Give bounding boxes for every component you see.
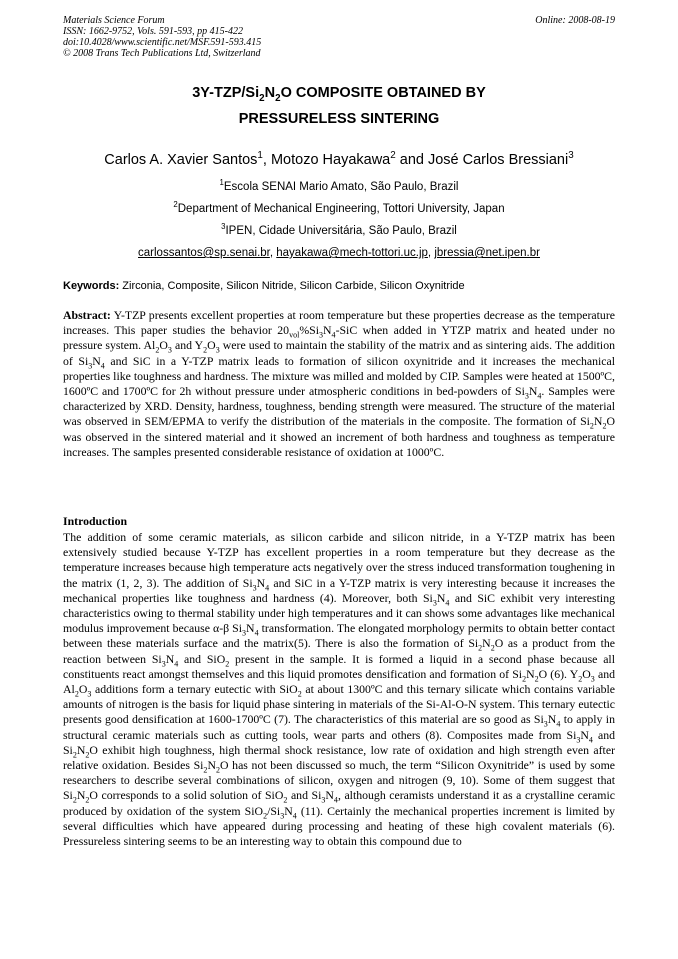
abstract-label: Abstract: (63, 308, 111, 322)
author-2: Motozo Hayakawa (270, 152, 391, 168)
journal-copyright: © 2008 Trans Tech Publications Ltd, Switzerland (63, 48, 261, 59)
title-line-2: PRESSURELESS SINTERING (238, 111, 440, 127)
paper-title (63, 80, 615, 132)
author-list: Carlos A. Xavier Santos$^1$, Motozo Hayakawa$^2$ and José Carlos Bressiani$^3$ (104, 150, 574, 168)
journal-header (63, 15, 615, 59)
section-heading-introduction: Introduction (63, 514, 128, 528)
keywords (63, 279, 615, 293)
keywords-text: Zirconia, Composite, Silicon Nitride, Silicon Carbide, Silicon Oxynitride (119, 280, 465, 292)
affiliation-2: $^2$Department of Mechanical Engineering, Tottori University, Japan (173, 200, 505, 215)
email-link-2[interactable]: hayakawa@mech-tottori.uc.jp (276, 247, 428, 259)
affiliations (63, 176, 615, 264)
journal-issn: ISSN: 1662-9752, Vols. 591-593, pp 415-422 (63, 26, 243, 37)
affiliation-1: $^1$Escola SENAI Mario Amato, São Paulo, Brazil (219, 178, 459, 193)
title-line-1: $3Y-TZP/Si_2N_2O$ COMPOSITE OBTAINED BY (192, 85, 486, 104)
author-3: José Carlos Bressiani (427, 152, 569, 168)
email-link-1[interactable]: carlossantos@sp.senai.br (138, 247, 270, 259)
online-date: Online: 2008-08-19 (535, 15, 615, 26)
author-1: Carlos A. Xavier Santos (104, 152, 258, 168)
abstract (63, 308, 615, 460)
journal-name: Materials Science Forum (63, 15, 165, 26)
email-link-3[interactable]: jbressia@net.ipen.br (434, 247, 540, 259)
affiliation-3: $^3$IPEN, Cidade Universitária, São Paulo, Brazil (221, 222, 457, 237)
author-emails: carlossantos@sp.senai.br, hayakawa@mech-tottori.uc.jp, jbressia@net.ipen.br (138, 247, 540, 259)
journal-doi: doi:10.4028/www.scientific.net/MSF.591-593.415 (63, 37, 262, 48)
abstract-text: Y-TZP presents excellent properties at room temperature but these properties decrease as the temperature increases. This paper studies the behavior $20_{vol}\%Si_3N_4$-SiC when added in YTZP matrix and heated under no pressure system. $Al_2O_3$ and $Y_2O_3$ were used to maintain the stability of the matrix and as sintering aids. The addition of $Si_3N_4$ and SiC in a Y-TZP matrix leads to formation of silicon oxynitride and it increases the mechanical properties like toughness and hardness. The mixture was milled and molded by CIP. Samples were heated at 1500ºC, 1600ºC and 1700ºC for 2h without pressure under atmospheric conditions in bed-powders of $Si_3N_4$. Samples were characterized by XRD. Density, hardness, toughness, bending strength were measured. The structure of the material was observed in SEM/EPMA to verify the distribution of the materials in the composite. The formation of $Si_2N_2O$ was observed in the sintered material and it showed an increment of both hardness and toughness as temperature increases. The samples presented considerable resistance of oxidation at 1000ºC. (63, 308, 616, 459)
introduction-text: The addition of some ceramic materials, as silicon carbide and silicon nitride, in a Y-TZP matrix has been extensively studied because Y-TZP has excellent properties in a room temperature but they decrease as the temperature increases because high temperature acts negatively over the stress induced transformation toughening in the matrix (1, 2, 3). The addition of $Si_3N_4$ and SiC in a Y-TZP matrix is very interesting because it increases the mechanical properties like toughness and hardness (4). Moreover, both $Si_3N_4$ and SiC exhibit very interesting characteristics owing to thermal stability under high temperatures and it can shows some advantages like mechanical modulus improvement because α-β $Si_3N_4$ transformation. The elongated morphology permits to obtain better contact between these materials surface and the matrix(5). There is also the formation of $Si_2N_2O$ as a product from the reaction between $Si_3N_4$ and SiO$_2$ present in the sample. It is formed a liquid in a second phase because all constituents react amongst themselves and this liquid promotes densification and formation of $Si_2N_2O$ (6). $Y_2O_3$ and $Al_2O_3$ additions form a ternary eutectic with SiO$_2$ at about 1300ºC and this ternary silicate which contains variable amounts of nitrogen is the basis for liquid phase sintering in materials of the Si-Al-O-N system. This ternary eutectic presents good densification at 1600-1700ºC (7). The characteristics of this material are so good as $Si_3N_4$ to apply in structural ceramic materials such as cutting tools, wear parts and others (8). Composites made from $Si_3N_4$ and $Si_2N_2O$ exhibit high toughness, high thermal shock resistance, low rate of oxidation and high strength even after relative oxidation. Besides $Si_2N_2O$ has not been discussed so much, the term “Silicon Oxynitride” is used by some researchers to describe several combinations of silicon, oxygen and nitrogen (9, 10). Some of them suggest that $Si_2N_2O$ corresponds to a solid solution of SiO$_2$ and $Si_3N_4$, although ceramists understand it as a crystalline ceramic produced by oxidation of the system $SiO_2/Si_3N_4$ (11). Certainly the mechanical properties increment is limited by several difficulties which have appeared during processing and heating of these high covalent materials (6). Pressureless sintering seems to be an interesting way to obtain this compound due to (63, 530, 616, 849)
keywords-label: Keywords: (63, 280, 120, 292)
